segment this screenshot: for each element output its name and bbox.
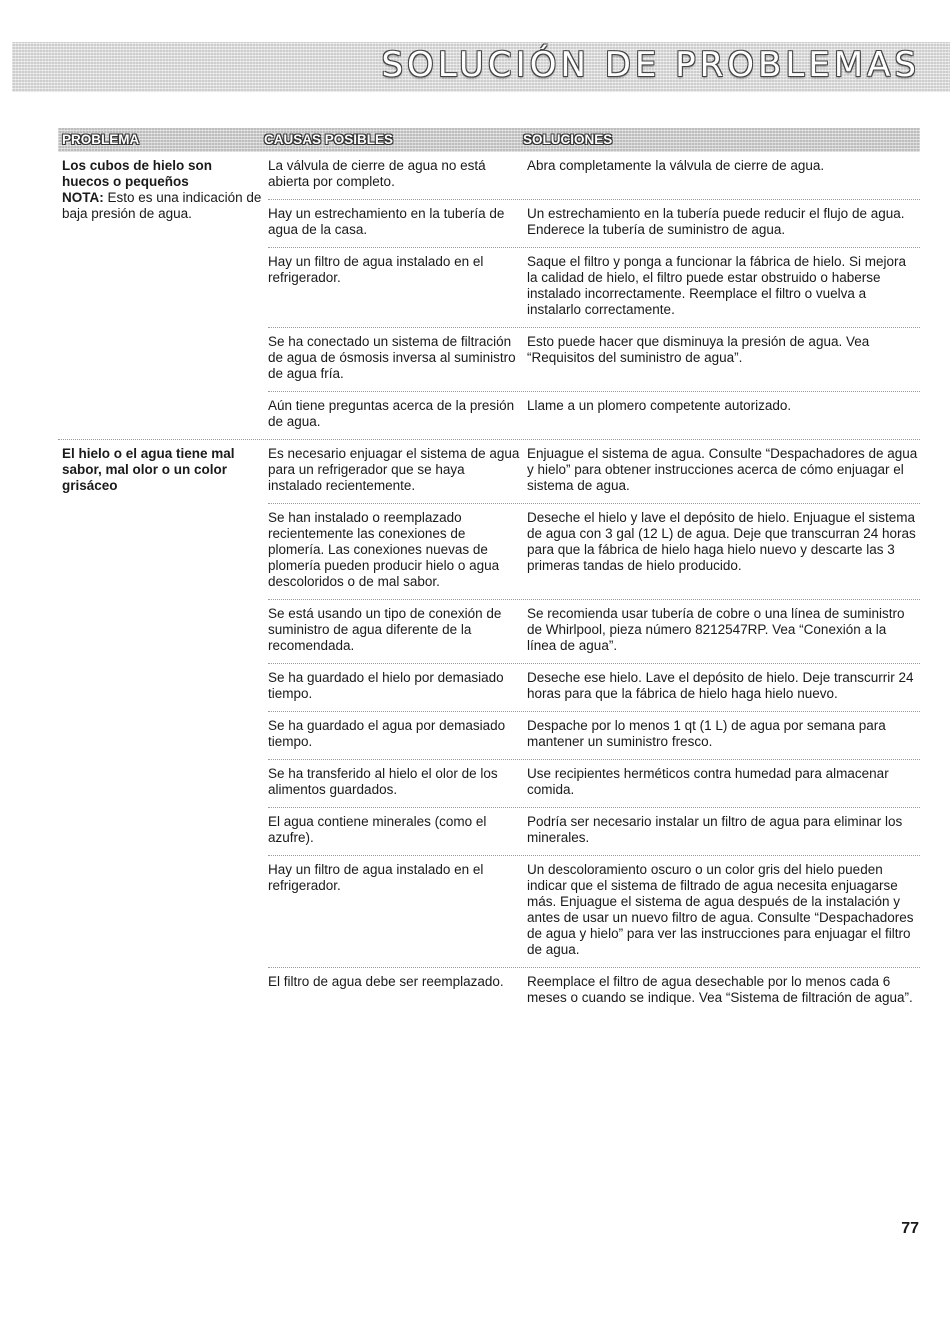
section-banner <box>12 42 950 92</box>
table-row <box>268 440 920 504</box>
table-row <box>268 664 920 712</box>
problem-group <box>58 152 920 440</box>
cause-cell: Se ha conectado un sistema de filtración de agua de ósmosis inversa al suministro de agua fría. <box>268 334 516 381</box>
table-row <box>268 248 920 328</box>
cause-cell: Hay un filtro de agua instalado en el refrigerador. <box>268 862 484 893</box>
table-header <box>58 128 920 152</box>
cause-cell: Se está usando un tipo de conexión de suministro de agua diferente de la recomendada. <box>268 606 502 653</box>
cause-cell: Aún tiene preguntas acerca de la presión de agua. <box>268 398 515 429</box>
table-row <box>268 856 920 968</box>
cause-cell: Hay un estrechamiento en la tubería de agua de la casa. <box>268 206 505 237</box>
table-row <box>268 968 920 1015</box>
table-row <box>268 328 920 392</box>
solution-cell: Despache por lo menos 1 qt (1 L) de agua por semana para mantener un suministro fresco. <box>527 718 886 749</box>
solution-cell: Deseche ese hielo. Lave el depósito de hielo. Deje transcurrir 24 horas para que la fábrica de hielo haga hielo nuevo. <box>527 670 914 701</box>
cause-cell: Se ha guardado el hielo por demasiado tiempo. <box>268 670 504 701</box>
page-number: 77 <box>901 1220 919 1237</box>
troubleshooting-table <box>58 128 920 1015</box>
cause-cell: Es necesario enjuagar el sistema de agua para un refrigerador que se haya instalado recientemente. <box>268 446 520 493</box>
page-title: SOLUCIÓN DE PROBLEMAS <box>381 45 920 85</box>
table-row <box>268 712 920 760</box>
cause-cell: Se ha transferido al hielo el olor de los alimentos guardados. <box>268 766 498 797</box>
table-row <box>268 200 920 248</box>
note-label: NOTA: <box>62 190 104 205</box>
solution-cell: Use recipientes herméticos contra humedad para almacenar comida. <box>527 766 889 797</box>
cause-cell: El agua contiene minerales (como el azufre). <box>268 814 487 845</box>
problem-cell <box>58 440 268 1015</box>
solution-cell: Enjuague el sistema de agua. Consulte “Despachadores de agua y hielo” para obtener instrucciones acerca de cómo enjuagar el sistema de agua. <box>527 446 918 493</box>
solution-cell: Saque el filtro y ponga a funcionar la fábrica de hielo. Si mejora la calidad de hielo, el filtro puede estar obstruido o haberse instalado incorrectamente. Reemplace el filtro o vuelva a instalarlo correctamente. <box>527 254 906 317</box>
cause-cell: El filtro de agua debe ser reemplazado. <box>268 974 504 989</box>
cause-cell: Se ha guardado el agua por demasiado tiempo. <box>268 718 506 749</box>
note-text: Esto es una indicación de baja presión de agua. <box>62 190 262 221</box>
cause-cell: Hay un filtro de agua instalado en el refrigerador. <box>268 254 484 285</box>
solution-cell: Podría ser necesario instalar un filtro de agua para eliminar los minerales. <box>527 814 903 845</box>
table-row <box>268 600 920 664</box>
table-row <box>268 392 920 439</box>
solution-cell: Esto puede hacer que disminuya la presión de agua. Vea “Requisitos del suministro de agua”. <box>527 334 870 365</box>
table-row <box>268 808 920 856</box>
problem-note <box>62 190 262 222</box>
column-header-causes: CAUSAS POSIBLES <box>264 132 394 147</box>
table-row <box>268 504 920 600</box>
column-header-problem: PROBLEMA <box>62 132 140 147</box>
solution-cell: Deseche el hielo y lave el depósito de hielo. Enjuague el sistema de agua con 3 gal (12 L) de agua. Deje que transcurran 24 horas para que la fábrica de hielo haga hielo nuevo y descarte las 3 primeras tandas de hielo producido. <box>527 510 916 573</box>
solution-cell: Un estrechamiento en la tubería puede reducir el flujo de agua. Enderece la tubería de suministro de agua. <box>527 206 905 237</box>
problem-cell <box>58 152 268 439</box>
cause-cell: La válvula de cierre de agua no está abierta por completo. <box>268 158 486 189</box>
solution-cell: Reemplace el filtro de agua desechable por lo menos cada 6 meses o cuando se indique. Vea “Sistema de filtración de agua”. <box>527 974 913 1005</box>
solution-cell: Un descoloramiento oscuro o un color gris del hielo pueden indicar que el sistema de filtrado de agua necesita enjuagarse más. Enjuague el sistema de agua después de la instalación y antes de usar un nuevo filtro de agua. Consulte “Despachadores de agua y hielo” para ver las instrucciones para enjuagar el filtro de agua. <box>527 862 914 957</box>
problem-group <box>58 440 920 1015</box>
column-header-solutions: SOLUCIONES <box>523 132 613 147</box>
cause-cell: Se han instalado o reemplazado recientemente las conexiones de plomería. Las conexiones nuevas de plomería pueden producir hielo o agua descoloridos o de mal sabor. <box>268 510 500 589</box>
table-row <box>268 152 920 200</box>
problem-title: El hielo o el agua tiene mal sabor, mal olor o un color grisáceo <box>62 446 235 493</box>
problem-title: Los cubos de hielo son huecos o pequeños <box>62 158 213 189</box>
solution-cell: Se recomienda usar tubería de cobre o una línea de suministro de Whirlpool, pieza número 8212547RP. Vea “Conexión a la línea de agua”. <box>527 606 905 653</box>
table-row <box>268 760 920 808</box>
solution-cell: Abra completamente la válvula de cierre de agua. <box>527 158 825 173</box>
solution-cell: Llame a un plomero competente autorizado. <box>527 398 792 413</box>
